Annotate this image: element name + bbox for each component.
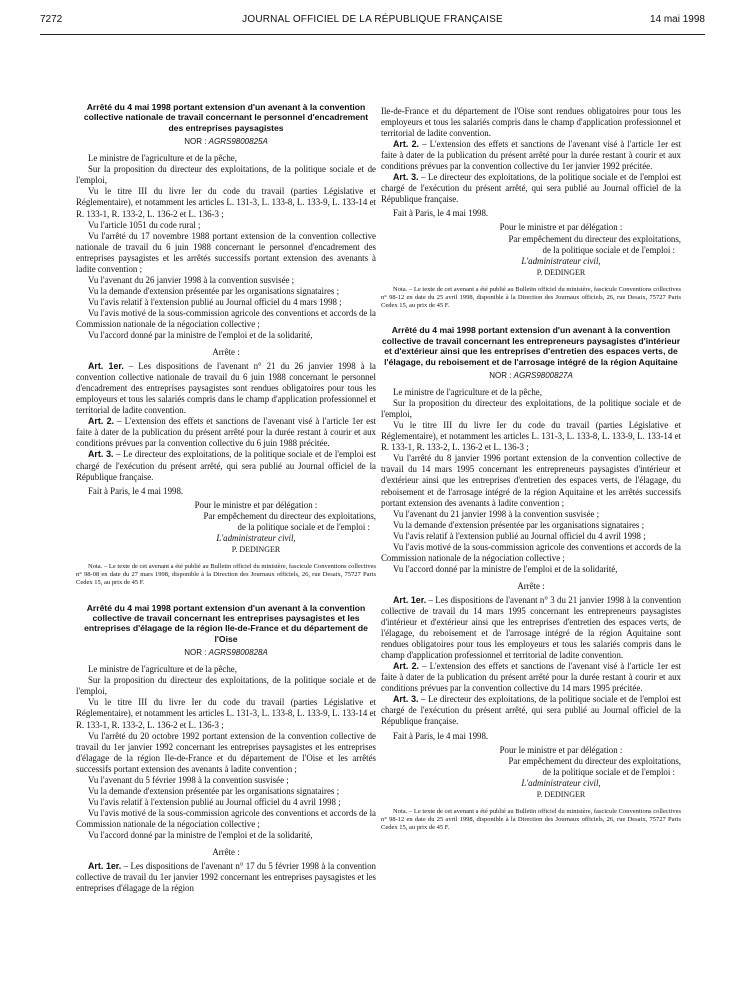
right-column (381, 106, 681, 832)
decree-2-article-cont: Ile-de-France et du département de l'Oise sont rendues obligatoires pour tous les employeurs et tous les salariés compris dans le champ d'application professionnel et territorial de ladite convention. (381, 106, 681, 139)
decree-3-article: Art. 2. – L'extension des effets et sanctions de l'avenant visé à l'article 1er est faite à dater de la publication du présent arrêté pour la durée restant à courir et aux conditions prévues par la convention collective du 14 mars 1995 précitée. (381, 661, 682, 694)
decree-3-note: Nota. – Le texte de cet avenant a été publié au Bulletin officiel du ministère, fascicule Conventions collectives n° 98-12 en date du 25 avril 1998, disponible à la Direction des Journaux officiels, 26, rue Desaix, 75727 Paris Cedex 15, au prix de 45 F. (381, 807, 681, 831)
decree-1-article: Art. 1er. – Les dispositions de l'avenant n° 21 du 26 janvier 1998 à la convention collective nationale de travail du 6 juin 1988 concernant le personnel d'encadrement des entreprises paysagistes sont rendues obligatoires pour tous les employeurs et tous les salariés compris dans le champ d'application professionnel et territorial de ladite convention. (76, 361, 376, 416)
page-number: 7272 (40, 14, 63, 25)
decree-3-title: Arrêté du 4 mai 1998 portant extension d'un avenant à la convention collective de travail concernant les entrepreneurs paysagistes d'intérieur et d'extérieur ainsi que les entreprises d'entretien des espaces verts, de l'élagage, du reboisement et de l'arrosage intégré de la région Aquitaine (381, 325, 681, 367)
decree-2-nor: NOR : AGRS9800828A (184, 648, 268, 658)
decree-1-article: Art. 3. – Le directeur des exploitations, de la politique sociale et de l'emploi est chargé de l'exécution du présent arrêté, qui sera publié au Journal officiel de la République française. (76, 449, 377, 482)
decree-2-article: Art. 1er. – Les dispositions de l'avenant n° 17 du 5 février 1998 à la convention collective de travail du 1er janvier 1992 concernant les entreprises paysagistes et les entreprises d'élagage de la région (76, 861, 376, 894)
decree-3-article: Art. 1er. – Les dispositions de l'avenant n° 3 du 21 janvier 1998 à la convention collective de travail du 14 mars 1995 concernant les entrepreneurs paysagistes d'intérieur et d'extérieur ainsi que les entreprises d'entretien des espaces verts, de l'élagage, du reboisement et de l'arrosage intégré de la région Aquitaine sont rendues obligatoires pour tous les employeurs et tous les salariés compris dans le champ d'application professionnel et territorial de ladite convention. (381, 594, 682, 661)
decree-2-arrete: Arrête : (212, 847, 240, 858)
left-column (76, 102, 376, 894)
decree-1-note: Nota. – Le texte de cet avenant a été publié au Bulletin officiel du ministère, fascicule Conventions collectives n° 98-08 en date du 27 mars 1998, disponible à la Direction des Journaux officiels, 26, rue Desaix, 75727 Paris Cedex 15, au prix de 45 F. (76, 562, 376, 586)
decree-1-done: Fait à Paris, le 4 mai 1998. (88, 485, 184, 496)
decree-3-signature: Pour le ministre et par délégation : Par empêchement du directeur des exploitations, de la politique sociale et de l'emploi : L'administrateur civil, P. DEDINGER (499, 744, 681, 799)
decree-1 (76, 102, 376, 587)
decree-3-arrete: Arrête : (517, 580, 545, 591)
decree-1-arrete: Arrête : (212, 347, 240, 358)
decree-2-title: Arrêté du 4 mai 1998 portant extension d'un avenant à la convention collective de travail concernant les entreprises paysagistes et les entreprises d'élagage de la région Ile-de-France et du département de l'Oise (84, 602, 368, 644)
decree-2-signature: Pour le ministre et par délégation : Par empêchement du directeur des exploitations, de la politique sociale et de l'emploi : L'administrateur civil, P. DEDINGER (499, 222, 681, 277)
decree-2-note: Nota. – Le texte de cet avenant a été publié au Bulletin officiel du ministère, fascicule Conventions collectives n° 98-12 en date du 25 avril 1998, disponible à la Direction des Journaux officiels, 26, rue Desaix, 75727 Paris Cedex 15, au prix de 45 F. (381, 285, 681, 309)
decree-1-intro: Le ministre de l'agriculture et de la pêche, Sur la proposition du directeur des exploitations, de la politique sociale et de l'emploi, Vu le titre III du livre Ier du code du travail (parties Législative et Réglementaire), et notamment les articles L. 131-3, L. 133-8, L. 133-9, L. 133-14 et R. 133-1, R. 133-2, L. 136-2 et L. 136-3 ; Vu l'article 1051 du code rural ; Vu l'arrêté du 17 novembre 1988 portant extension de la convention collective nationale de travail du 6 juin 1988 concernant le personnel d'encadrement des entreprises paysagistes et les arrêtés successifs portant extension des avenants à ladite convention ; Vu l'avenant du 26 janvier 1998 à la convention susvisée ; Vu la demande d'extension présentée par les organisations signataires ; Vu l'avis relatif à l'extension publié au Journal officiel du 4 mars 1998 ; Vu l'avis motivé de la sous-commission agricole des conventions et accords de la Commission nationale de la négociation collective ; Vu l'accord donné par la ministre de l'emploi et de la solidarité, (76, 153, 376, 341)
decree-1-article: Art. 2. – L'extension des effets et sanctions de l'avenant visé à l'article 1er est faite à dater de la publication du présent arrêté pour la durée restant à courir et aux conditions prévues par la convention collective du 6 juin 1988 précitée. (76, 416, 377, 449)
decree-1-signature: Pour le ministre et par délégation : Par empêchement du directeur des exploitations, de la politique sociale et de l'emploi : L'administrateur civil, P. DEDINGER (194, 499, 376, 554)
decree-2-article: Art. 2. – L'extension des effets et sanctions de l'avenant visé à l'article 1er est faite à dater de la publication du présent arrêté pour la durée restant à courir et aux conditions prévues par la convention collective du 1er janvier 1992 précitée. (381, 139, 682, 172)
page-header (40, 8, 705, 35)
decree-3-intro: Le ministre de l'agriculture et de la pêche, Sur la proposition du directeur des exploitations, de la politique sociale et de l'emploi, Vu le titre III du livre Ier du code du travail (parties Législative et Réglementaire), et notamment les articles L. 131-3, L. 133-8, L. 133-9, L. 133-14 et R. 133-1, R. 133-2, L. 136-2 et L. 136-3 ; Vu l'arrêté du 8 janvier 1996 portant extension de la convention collective de travail du 14 mars 1995 concernant les entrepreneurs paysagistes d'intérieur et d'extérieur ainsi que les entreprises d'entretien des espaces verts, de l'élagage, du reboisement et de l'arrosage intégré de la région Aquitaine et les arrêtés successifs portant extension des avenants à ladite convention ; Vu l'avenant du 21 janvier 1998 à la convention susvisée ; Vu la demande d'extension présentée par les organisations signataires ; Vu l'avis relatif à l'extension publié au Journal officiel du 4 avril 1998 ; Vu l'avis motivé de la sous-commission agricole des conventions et accords de la Commission nationale de la négociation collective ; Vu l'accord donné par la ministre de l'emploi et de la solidarité, (381, 387, 681, 574)
issue-date: 14 mai 1998 (649, 14, 705, 25)
decree-3-done: Fait à Paris, le 4 mai 1998. (393, 730, 489, 741)
decree-2-continued (381, 106, 681, 309)
decree-1-title: Arrêté du 4 mai 1998 portant extension d'un avenant à la convention collective nationale de travail concernant le personnel d'encadrement des entreprises paysagistes (83, 102, 369, 133)
decree-1-nor: NOR : AGRS9800825A (184, 137, 268, 147)
decree-3-nor: NOR : AGRS9800827A (489, 371, 573, 381)
decree-2-intro: Le ministre de l'agriculture et de la pêche, Sur la proposition du directeur des exploitations, de la politique sociale et de l'emploi, Vu le titre III du livre Ier du code du travail (parties Législative et Réglementaire), et notamment les articles L. 131-3, L. 133-8, L. 133-9, L. 133-14 et R. 133-1, R. 133-2, L. 136-2 et L. 136-3 ; Vu l'arrêté du 20 octobre 1992 portant extension de la convention collective de travail du 1er janvier 1992 concernant les entreprises paysagistes et les entreprises d'élagage de la région Ile-de-France et du département de l'Oise et les arrêtés successifs portant extension des avenants à ladite convention ; Vu l'avenant du 5 février 1998 à la convention susvisée ; Vu la demande d'extension présentée par les organisations signataires ; Vu l'avis relatif à l'extension publié au Journal officiel du 4 avril 1998 ; Vu l'avis motivé de la sous-commission agricole des conventions et accords de la Commission nationale de la négociation collective ; Vu l'accord donné par la ministre de l'emploi et de la solidarité, (76, 664, 376, 840)
journal-title: JOURNAL OFFICIEL DE LA RÉPUBLIQUE FRANÇAISE (242, 14, 503, 25)
decree-3 (381, 325, 681, 831)
decree-3-article: Art. 3. – Le directeur des exploitations, de la politique sociale et de l'emploi est chargé de l'exécution du présent arrêté, qui sera publié au Journal officiel de la République française. (381, 694, 682, 727)
decree-2 (76, 603, 376, 895)
decree-2-article: Art. 3. – Le directeur des exploitations, de la politique sociale et de l'emploi est chargé de l'exécution du présent arrêté, qui sera publié au Journal officiel de la République française. (381, 172, 682, 205)
decree-2-done: Fait à Paris, le 4 mai 1998. (393, 208, 489, 219)
